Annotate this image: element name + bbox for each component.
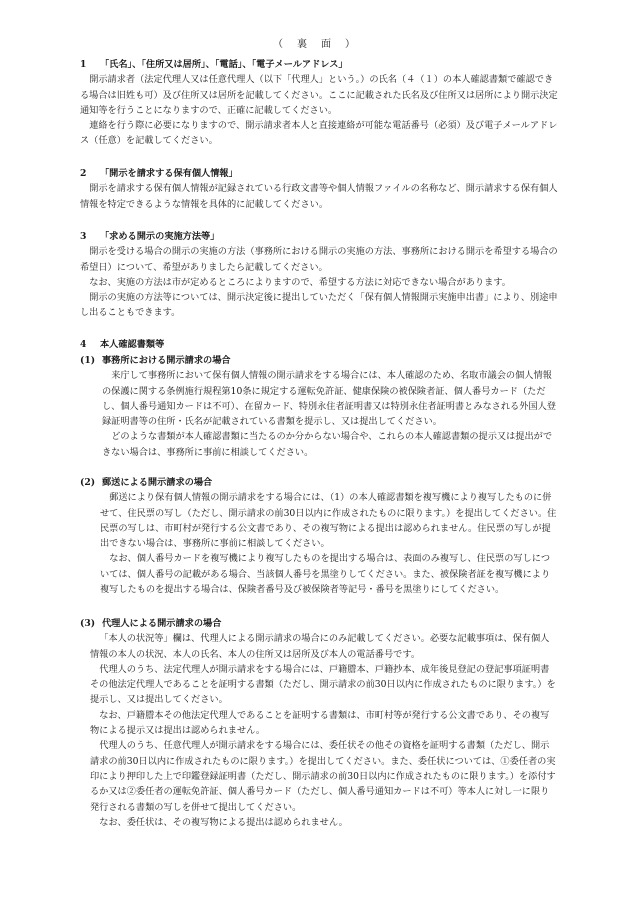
subsection-number: (3) — [80, 618, 96, 629]
paragraph: 開示請求者（法定代理人又は任意代理人（以下「代理人」という。）の氏名（４（１）の本人確認書類で確認できる場合は旧姓も可）及び住所又は居所を記載してください。ここに記載された氏名及び住所又は居所により開示決定通知等を行うことになりますので、正確に記載してください。 — [80, 74, 558, 116]
subsection-office-request — [80, 353, 558, 460]
subsection-number: (1) — [80, 355, 96, 366]
section-title: 「開示を請求する保有個人情報」 — [100, 168, 238, 179]
paragraph: 郵送により保有個人情報の開示請求をする場合には、（1）の本人確認書類を複写機により複写したものに併せて、住民票の写し（ただし、開示請求の前30日以内に作成されたものに限ります。）を提出してください。住民票の写しは、市町村が発行する公文書であり、その複写物による提出は認められません。住民票の写しが提出できない場合は、事務所に事前に相談してください。 — [100, 492, 557, 550]
section-number: 4 — [80, 339, 87, 350]
subsection-heading — [80, 353, 558, 368]
subsection-title: 郵送による開示請求の場合 — [102, 477, 213, 488]
section-title: 「氏名」、「住所又は居所」、「電話」、「電子メールアドレス」 — [100, 59, 348, 70]
paragraph: 「本人の状況等」欄は、代理人による開示請求の場合にのみ記載してください。必要な記載事項は、保有個人情報の本人の状況、本人の氏名、本人の住所又は居所及び本人の電話番号です。 — [90, 633, 550, 660]
section-identity-documents — [80, 337, 558, 352]
section-title: 「求める開示の実施方法等」 — [100, 231, 220, 242]
paragraph: 連絡を行う際に必要になりますので、開示請求者本人と直接連絡が可能な電話番号（必須）及び電子メールアドレス（任意）を記載してください。 — [80, 120, 558, 147]
paragraph: 開示を請求する保有個人情報が記録されている行政文書等や個人情報ファイルの名称など、開示請求する保有個人情報を特定できるような情報を具体的に記載してください。 — [80, 183, 558, 210]
paragraph: 代理人のうち、任意代理人が開示請求をする場合には、委任状その他その資格を証明する書類（ただし、開示請求の前30日以内に作成されたものに限ります。）を提出してください。また、委任状については、①委任者の実印により押印した上で印鑑登録証明書（ただし、開示請求の前30日以内に作成されたものに限ります。）を添付するか又は②委任者の運転免許証、個人番号カード（ただし、個人番号通知カードは不可）等本人に対し一に限り発行される書類の写しを併せて提出してください。 — [90, 740, 556, 813]
section-heading — [80, 337, 558, 352]
section-number: 3 — [80, 231, 87, 242]
section-name-address — [80, 57, 558, 149]
section-heading — [80, 57, 558, 72]
subsection-number: (2) — [80, 477, 96, 488]
paragraph: なお、実施の方法は市が定めるところによりますので、希望する方法に対応できない場合があります。 — [89, 276, 511, 288]
subsection-title: 事務所における開示請求の場合 — [102, 355, 231, 366]
subsection-mail-request — [80, 475, 558, 597]
subsection-title: 代理人による開示請求の場合 — [102, 618, 222, 629]
paragraph: なお、戸籍謄本その他法定代理人であることを証明する書類は、市町村等が発行する公文書であり、その複写物による提示又は提出は認められません。 — [90, 709, 550, 737]
paragraph: 来庁して事務所において保有個人情報の開示請求をする場合には、本人確認のため、名取市議会の個人情報の保護に関する条例施行規程第10条に規定する運転免許証、健康保険の被保険者証、個人番号カード（ただし、個人番号通知カードは不可）、在留カード、特別永住者証明書又は特別永住者証明書とみなされる外国人登録証明書等の住所・氏名が記載されている書類を提示し、又は提出してください。 — [102, 370, 556, 428]
paragraph: なお、個人番号カードを複写機により複写したものを提出する場合は、表面のみ複写し、住民票の写しについては、個人番号の記載がある場合、当該個人番号を黒塗りしてください。また、被保険者証を複写機により複写したものを提出する場合は、保険者番号及び被保険者等記号・番号を黒塗りにしてください。 — [100, 553, 551, 596]
page-title: （ 裏 面 ） — [273, 39, 357, 50]
section-heading — [80, 229, 558, 244]
paragraph: 代理人のうち、法定代理人が開示請求をする場合には、戸籍謄本、戸籍抄本、成年後見登記の登記事項証明書その他法定代理人であることを証明する書類（ただし、開示請求の前30日以内に作成されたものに限ります。）を提示し、又は提出してください。 — [90, 663, 556, 706]
section-number: 2 — [80, 168, 87, 179]
section-heading — [80, 166, 558, 181]
section-title: 本人確認書類等 — [100, 339, 165, 350]
section-disclosure-method — [80, 229, 558, 321]
subsection-heading — [80, 616, 558, 631]
subsection-agent-request — [80, 616, 558, 830]
paragraph: 開示を受ける場合の開示の実施の方法（事務所における開示の実施の方法、事務所における開示を希望する場合の希望日）について、希望がありましたら記載してください。 — [80, 246, 558, 273]
paragraph: なお、委任状は、その複写物による提出は認められません。 — [99, 816, 348, 828]
section-requested-info — [80, 166, 558, 212]
subsection-heading — [80, 475, 558, 490]
paragraph: 開示の実施の方法等については、開示決定後に提出していただく「保有個人情報開示実施申出書」により、別途申し出ることもできます。 — [80, 292, 558, 319]
section-number: 1 — [80, 59, 87, 70]
paragraph: どのような書類が本人確認書類に当たるのか分からない場合や、これらの本人確認書類の提示又は提出ができない場合は、事務所に事前に相談してください。 — [102, 431, 553, 458]
